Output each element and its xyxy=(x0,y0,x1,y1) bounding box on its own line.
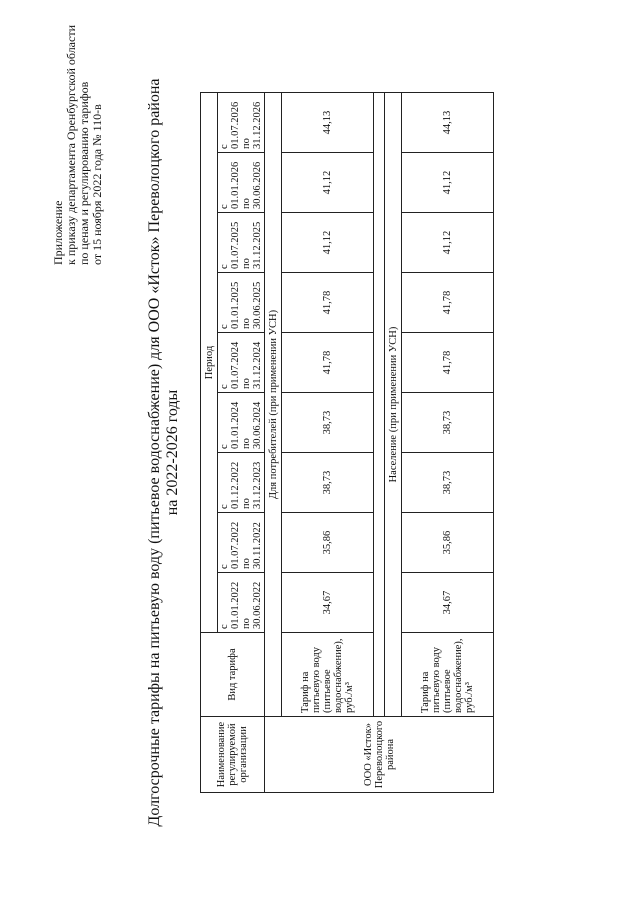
period-from: 01.12.2022 xyxy=(230,461,241,509)
appendix-line: к приказу департамента Оренбургской области xyxy=(64,25,78,265)
section-label-row xyxy=(385,93,402,793)
period-to: 31.12.2026 xyxy=(252,101,263,149)
period-mid: по xyxy=(241,378,252,389)
period-pre: с xyxy=(219,264,230,269)
period-from: 01.07.2026 xyxy=(230,101,241,149)
appendix-line: по ценам и регулированию тарифов xyxy=(77,81,91,265)
period-pre: с xyxy=(219,384,230,389)
period-pre: с xyxy=(219,444,230,449)
period-to: 31.12.2024 xyxy=(252,341,263,389)
period-from: 01.01.2024 xyxy=(230,401,241,449)
tariff-value: 34,67 xyxy=(402,573,494,633)
period-mid: по xyxy=(241,618,252,629)
document-title: Долгосрочные тарифы на питьевую воду (питьевое водоснабжение) для ООО «Исток» Переволоцкого района xyxy=(146,78,163,827)
period-from: 01.07.2025 xyxy=(230,221,241,269)
appendix-line: Приложение xyxy=(51,200,65,265)
tariff-value: 41,78 xyxy=(402,273,494,333)
tariff-kind: Тариф на питьевую воду (питьевое водоснабжение), руб./м³ xyxy=(402,633,494,717)
period-cell xyxy=(218,513,265,573)
period-to: 30.06.2025 xyxy=(252,281,263,329)
tariff-row xyxy=(282,93,374,793)
tariff-value: 41,12 xyxy=(402,213,494,273)
period-cell xyxy=(218,333,265,393)
tariff-value: 41,78 xyxy=(402,333,494,393)
period-cell xyxy=(218,93,265,153)
tariff-value: 44,13 xyxy=(282,93,374,153)
period-to: 31.12.2025 xyxy=(252,221,263,269)
tariff-value: 41,12 xyxy=(282,213,374,273)
period-cell xyxy=(218,153,265,213)
period-mid: по xyxy=(241,558,252,569)
period-cell xyxy=(218,213,265,273)
period-mid: по xyxy=(241,498,252,509)
appendix-line: от 15 ноября 2022 года № 110-в xyxy=(90,104,104,265)
period-pre: с xyxy=(219,624,230,629)
org-name-cell: ООО «Исток» Переволоцкого района xyxy=(265,717,494,793)
tariff-value: 35,86 xyxy=(402,513,494,573)
tariff-value: 38,73 xyxy=(402,393,494,453)
period-mid: по xyxy=(241,138,252,149)
tariff-value: 41,12 xyxy=(282,153,374,213)
period-to: 30.06.2022 xyxy=(252,581,263,629)
section-label: Для потребителей (при применении УСН) xyxy=(265,93,282,717)
spacer-cell xyxy=(374,93,385,717)
period-to: 31.12.2023 xyxy=(252,461,263,509)
tariff-value: 35,86 xyxy=(282,513,374,573)
period-pre: с xyxy=(219,144,230,149)
period-cell xyxy=(218,393,265,453)
spacer-row xyxy=(374,93,385,793)
period-to: 30.06.2026 xyxy=(252,161,263,209)
tariff-value: 41,78 xyxy=(282,273,374,333)
period-cell xyxy=(218,453,265,513)
period-from: 01.01.2025 xyxy=(230,281,241,329)
period-pre: с xyxy=(219,204,230,209)
tariff-value: 44,13 xyxy=(402,93,494,153)
period-pre: с xyxy=(219,324,230,329)
period-pre: с xyxy=(219,564,230,569)
tariff-table xyxy=(200,92,494,793)
period-mid: по xyxy=(241,318,252,329)
period-to: 30.11.2022 xyxy=(252,522,263,569)
period-from: 01.01.2026 xyxy=(230,161,241,209)
period-from: 01.01.2022 xyxy=(230,581,241,629)
section-label: Население (при применении УСН) xyxy=(385,93,402,717)
period-from: 01.07.2022 xyxy=(230,521,241,569)
header-kind: Вид тарифа xyxy=(201,633,265,717)
tariff-value: 38,73 xyxy=(282,453,374,513)
appendix-note xyxy=(52,5,104,265)
tariff-row xyxy=(402,93,494,793)
period-cell xyxy=(218,273,265,333)
period-to: 30.06.2024 xyxy=(252,401,263,449)
period-mid: по xyxy=(241,438,252,449)
period-mid: по xyxy=(241,258,252,269)
period-pre: с xyxy=(219,504,230,509)
tariff-value: 41,78 xyxy=(282,333,374,393)
document-subtitle: на 2022-2026 годы xyxy=(164,389,181,516)
period-from: 01.07.2024 xyxy=(230,341,241,389)
header-row xyxy=(201,93,218,793)
tariff-value: 34,67 xyxy=(282,573,374,633)
tariff-value: 38,73 xyxy=(402,453,494,513)
header-period: Период xyxy=(201,93,218,633)
header-org: Наименование регулируемой организации xyxy=(201,717,265,793)
period-mid: по xyxy=(241,198,252,209)
section-label-row xyxy=(265,93,282,793)
tariff-value: 38,73 xyxy=(282,393,374,453)
period-cell xyxy=(218,573,265,633)
tariff-kind: Тариф на питьевую воду (питьевое водоснабжение), руб./м³ xyxy=(282,633,374,717)
tariff-value: 41,12 xyxy=(402,153,494,213)
